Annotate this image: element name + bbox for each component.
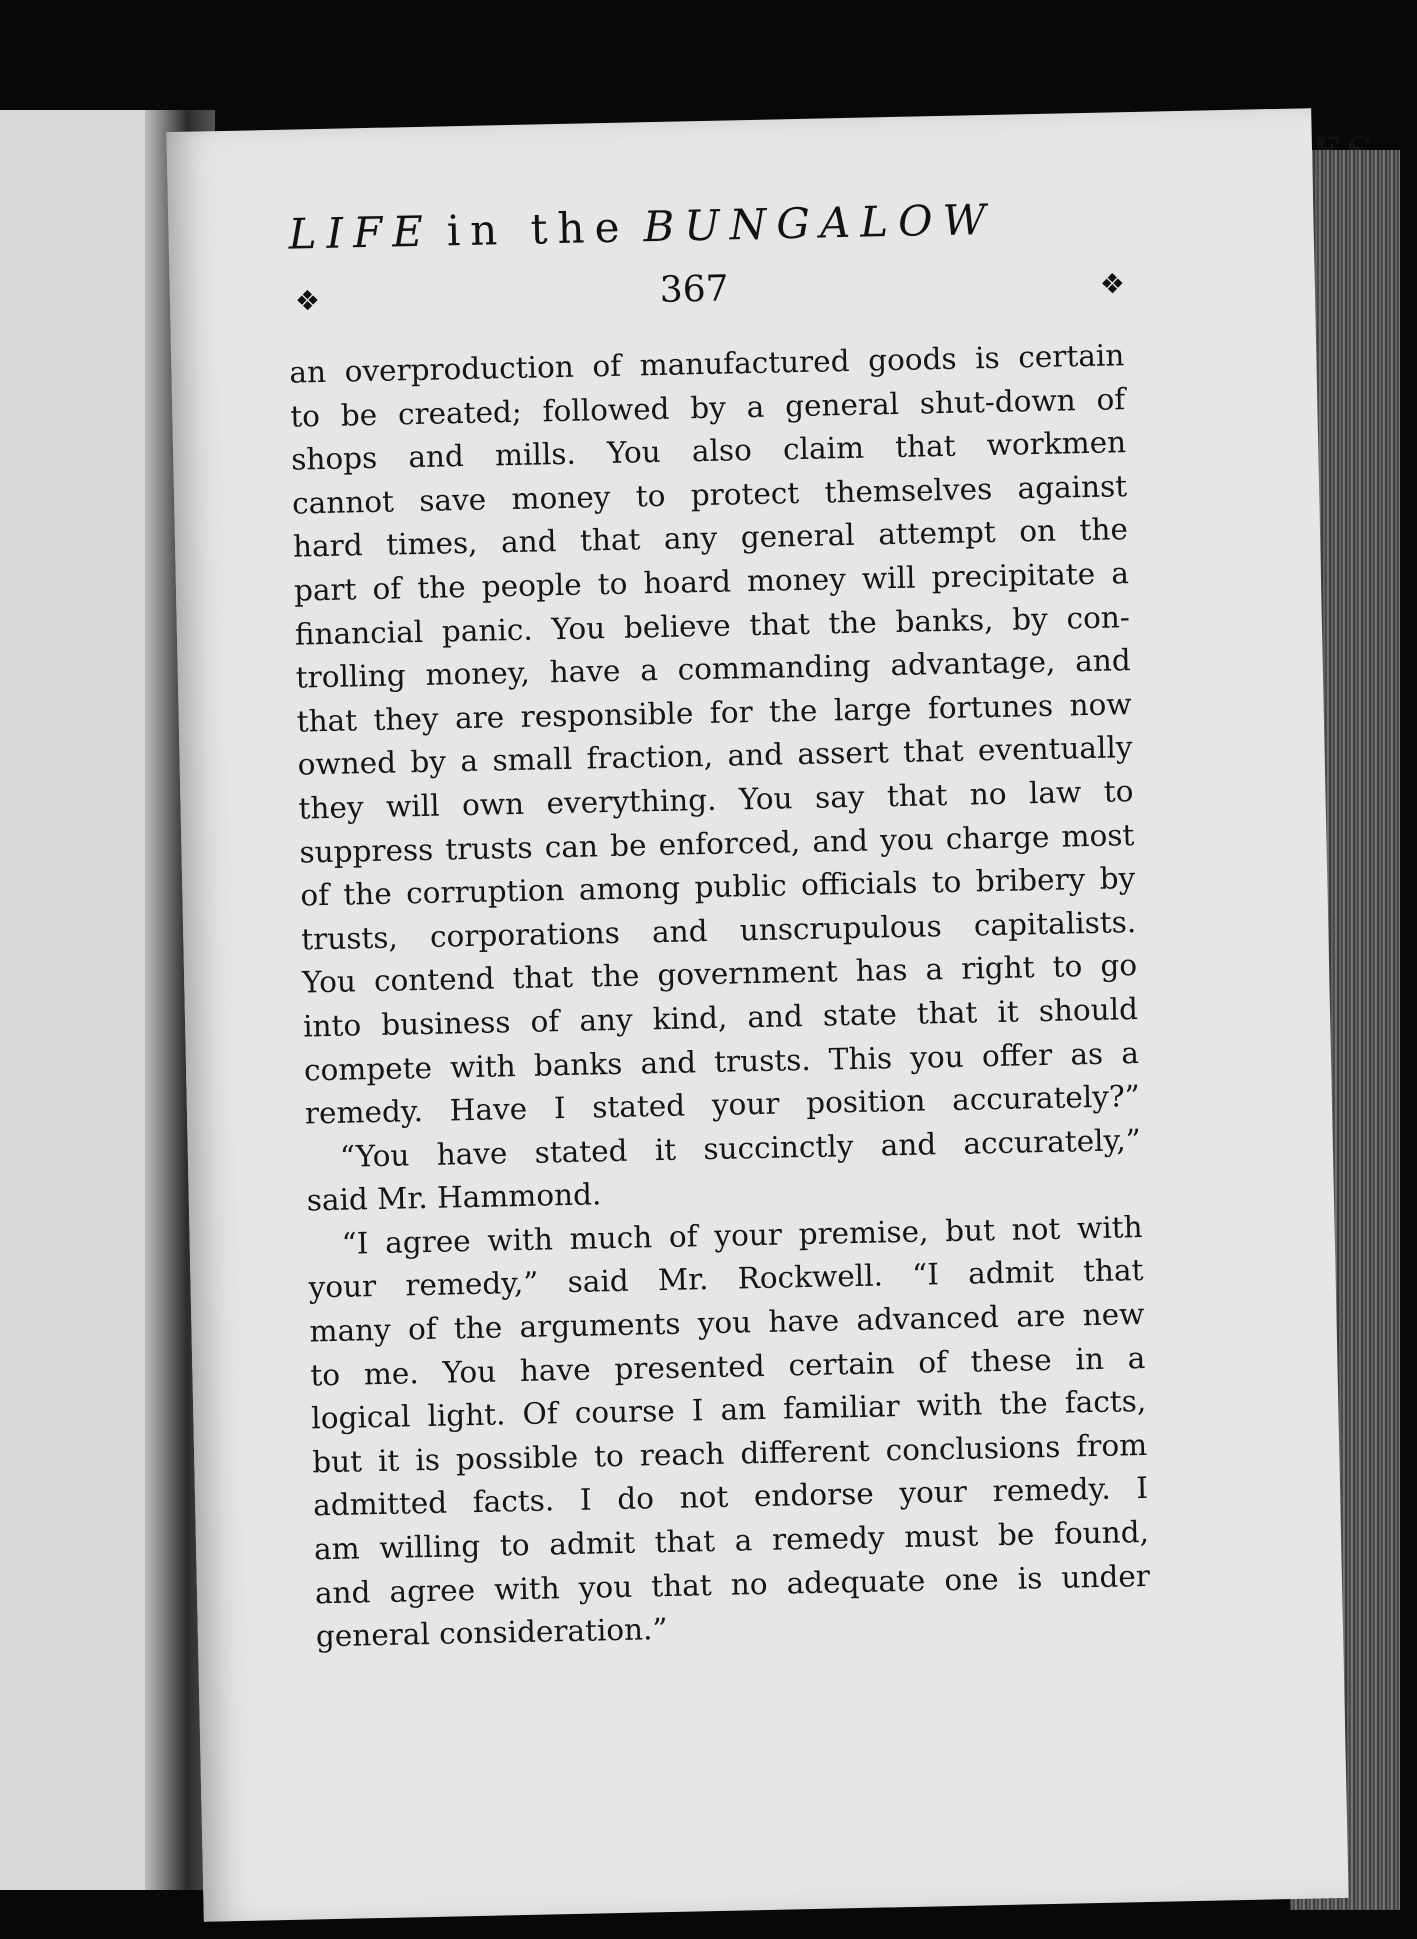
text-line: of the corruption among public officials to bribery by (300, 861, 1136, 913)
text-line: “You have stated it succinctly and accurately,” (339, 1122, 1142, 1174)
text-line: general consideration.” (315, 1612, 668, 1654)
page-number: 367 (659, 268, 729, 311)
text-line: said Mr. Hammond. (306, 1177, 602, 1218)
text-line: into business of any kind, and state that it should (302, 991, 1139, 1044)
running-head (288, 192, 1109, 258)
page-body-text (289, 334, 1151, 1659)
text-line: remedy. Have I stated your position accurately?” (304, 1079, 1141, 1131)
text-line: am willing to admit that a remedy must be found, (313, 1514, 1150, 1567)
text-line: and agree with you that no adequate one is under (314, 1558, 1151, 1611)
text-line: your remedy,” said Mr. Rockwell. “I admit that (308, 1253, 1144, 1305)
text-line: part of the people to hoard money will precipitate a (293, 556, 1130, 608)
text-line: they will own everything. You say that no law to (298, 774, 1134, 826)
text-line: admitted facts. I do not endorse your remedy. I (312, 1471, 1149, 1523)
text-line: suppress trusts can be enforced, and you charge most (299, 817, 1135, 870)
text-line: an overproduction of manufactured goods is certain (289, 338, 1125, 390)
running-head-life: LIFE (288, 206, 434, 259)
text-line: trusts, corporations and unscrupulous capitalists. (300, 904, 1137, 957)
text-line: shops and mills. You also claim that workmen (290, 425, 1127, 477)
text-line: logical light. Of course I am familiar with the facts, (311, 1384, 1147, 1436)
text-line: many of the arguments you have advanced are new (309, 1297, 1145, 1349)
text-line: that they are responsible for the large fortunes now (296, 686, 1132, 739)
text-line: but it is possible to reach different conclusions from (311, 1427, 1148, 1480)
current-page (166, 108, 1348, 1922)
text-line: compete with banks and trusts. This you offer as a (303, 1035, 1140, 1088)
running-head-bungalow: BUNGALOW (642, 194, 997, 252)
text-line: owned by a small fraction, and assert that eventually (297, 730, 1133, 782)
text-line: to be created; followed by a general shut-down of (290, 381, 1126, 434)
running-head-in-the: in the (446, 202, 630, 256)
text-line: “I agree with much of your premise, but not with (341, 1209, 1143, 1261)
text-line: to me. You have presented certain of these in a (310, 1340, 1146, 1393)
text-line: hard times, and that any general attempt on the (292, 512, 1129, 564)
text-line: You contend that the government has a right to go (301, 948, 1138, 1000)
fleuron-left-icon: ❖ (294, 284, 321, 318)
text-line: cannot save money to protect themselves against (291, 468, 1128, 521)
fleuron-right-icon: ❖ (1099, 267, 1126, 301)
text-line: financial panic. You believe that the banks, by con- (294, 599, 1131, 652)
text-line: trolling money, have a commanding advantage, and (295, 643, 1132, 695)
